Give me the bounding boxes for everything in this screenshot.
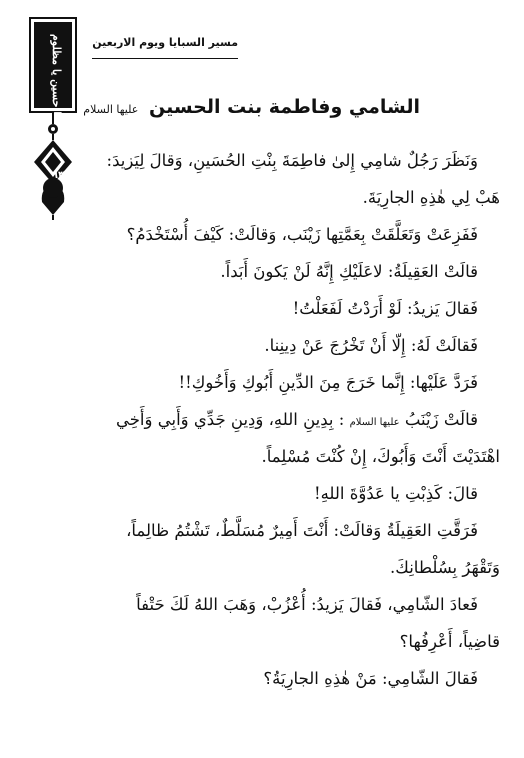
header-divider: [92, 58, 238, 59]
text-line: فَفَزِعَتْ وَتَعَلَّقَتْ بِعَمَّتِها زَيْنَب، وَقالَتْ: كَيْفَ أُسْتَخْدَمُ؟: [126, 225, 478, 244]
text-line: وَنَظَرَ رَجُلٌ شامِي إِلىٰ فاطِمَةَ بِنْتِ الحُسَينِ، وَقالَ لِيَزيدَ:: [106, 151, 478, 170]
text-line: فَقالَتْ لَهُ: إِلّا أَنْ تَخْرُجَ عَنْ دِينِنا.: [264, 336, 478, 355]
text-line: فَقالَ الشّامِي: مَنْ هٰذِهِ الجارِيَةُ؟: [263, 669, 478, 688]
text-segment: : بِدِينِ اللهِ، وَدِينِ جَدِّي وَأَبِي وَأَخِي: [115, 410, 345, 429]
text-line: قاضِياً، أَعْرِفُها؟: [399, 632, 500, 651]
text-line: فَرَدَّ عَلَيْها: إِنَّما خَرَجَ مِنَ الدِّينِ أَبُوكِ وَأَخُوكِ!!: [178, 373, 478, 392]
inline-honorific: عليها السلام: [349, 417, 400, 428]
text-line: اهْتَدَيْتَ أَنْتَ وَأَبُوكَ، إِنْ كُنْتَ مُسْلِماً.: [261, 447, 500, 466]
text-line: وَتَقْهَرُ بِسُلْطانِكَ.: [390, 558, 500, 577]
text-line: [100, 401, 500, 438]
text-line: قالَ: كَذِبْتِ يا عَدُوَّةَ اللهِ!: [313, 484, 478, 503]
text-line: فَرَقَّتِ العَقِيلَةُ وَقالَتْ: أَنْتَ أَمِيرٌ مُسَلَّطٌ، تَشْتُمُ ظالِماً،: [126, 521, 478, 540]
running-header: مسير السبايا ويوم الاربعين: [92, 36, 238, 49]
text-segment: قالَتْ زَيْنَبُ: [404, 410, 478, 429]
calligraphy-text: يا حسين يا مظلوم: [50, 34, 63, 118]
text-line: فَعادَ الشّامِي، فَقالَ يَزيدُ: أُعْزُبْ، وَهَبَ اللهُ لَكَ حَتْفاً: [136, 595, 478, 614]
text-line: قالَتْ العَقِيلَةُ: لاعَلَيْكِ إِنَّهُ لَنْ يَكونَ أَبَداً.: [220, 262, 478, 281]
text-line: فَقالَ يَزيدُ: لَوْ أَرَدْتُ لَفَعَلْتُ!: [292, 299, 478, 318]
page-number: ٦٣: [51, 170, 65, 181]
section-title: [83, 96, 420, 118]
body-text: [100, 142, 500, 697]
section-title-text: الشامي وفاطمة بنت الحسين: [148, 96, 420, 118]
text-line: هَبْ لِي هٰذِهِ الجارِيَةَ.: [362, 188, 500, 207]
title-honorific: عليها السلام: [83, 103, 139, 116]
